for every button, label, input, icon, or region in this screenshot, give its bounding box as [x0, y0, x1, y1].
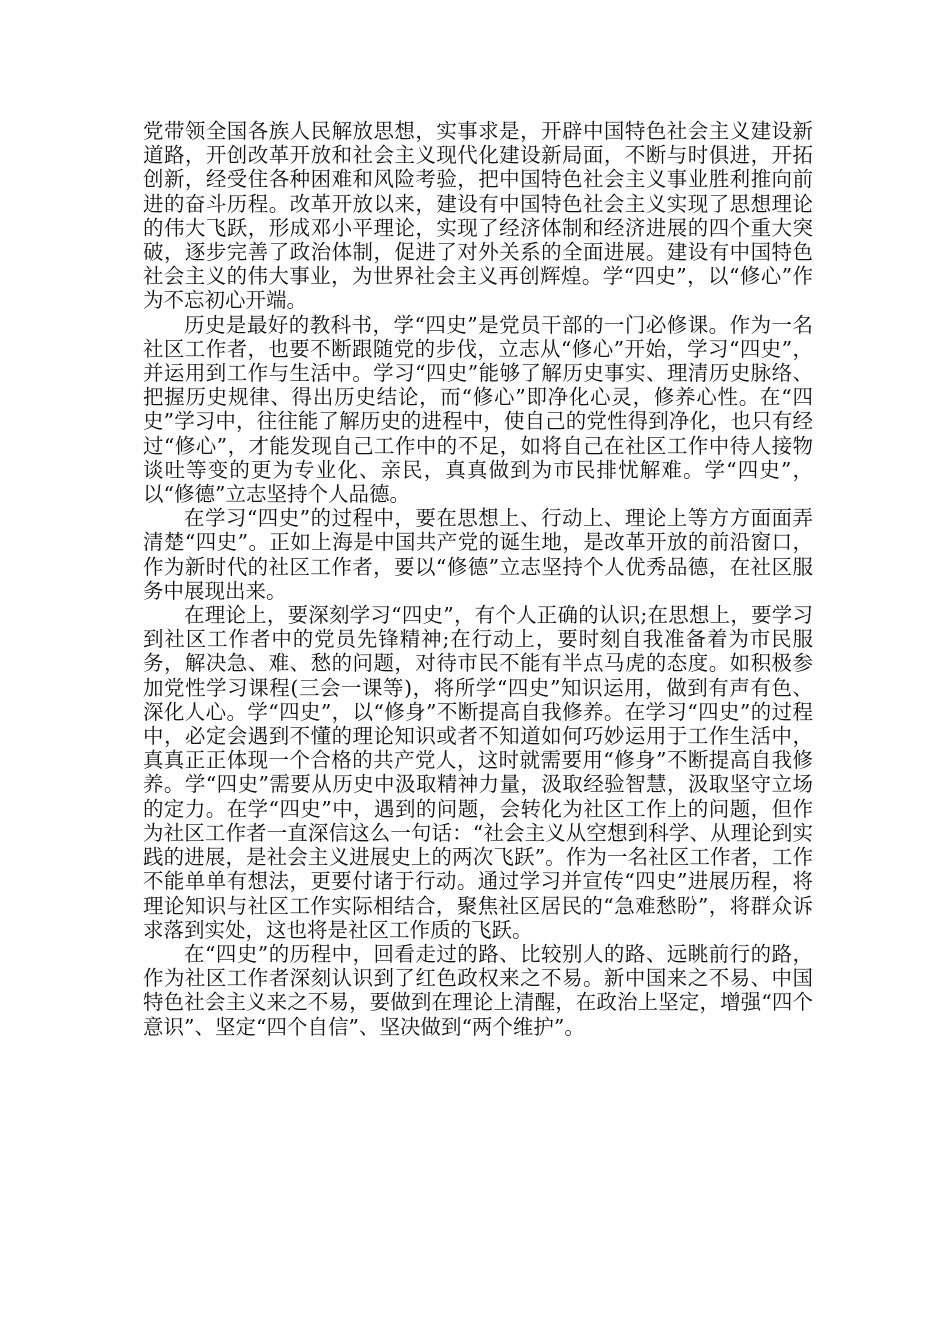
- paragraph-1: 党带领全国各族人民解放思想，实事求是，开辟中国特色社会主义建设新道路，开创改革开放和社会主义现代化建设新局面，不断与时俱进，开拓创新，经受住各种困难和风险考验，把中国特色社会主义事业胜利推向前进的奋斗历程。改革开放以来，建设有中国特色社会主义实现了思想理论的伟大飞跃，形成邓小平理论，实现了经济体制和经济进展的四个重大突破，逐步完善了政治体制，促进了对外关系的全面进展。建设有中国特色社会主义的伟大事业，为世界社会主义再创辉煌。学“四史”，以“修心”作为不忘初心开端。: [143, 119, 813, 313]
- paragraph-5: 在“四史”的历程中，回看走过的路、比较别人的路、远眺前行的路，作为社区工作者深刻认识到了红色政权来之不易。新中国来之不易、中国特色社会主义来之不易，要做到在理论上清醒，在政治上坚定，增强“四个意识”、坚定“四个自信”、坚决做到“两个维护”。: [143, 941, 813, 1039]
- paragraph-4: 在理论上，要深刻学习“四史”，有个人正确的认识;在思想上，要学习到社区工作者中的党员先锋精神;在行动上，要时刻自我准备着为市民服务，解决急、难、愁的问题，对待市民不能有半点马虎的态度。如积极参加党性学习课程(三会一课等)，将所学“四史”知识运用，做到有声有色、深化人心。学“四史”，以“修身”不断提高自我修养。在学习“四史”的过程中，必定会遇到不懂的理论知识或者不知道如何巧妙运用于工作生活中，真真正正体现一个合格的共产党人，这时就需要用“修身”不断提高自我修养。学“四史”需要从历史中汲取精神力量，汲取经验智慧，汲取坚守立场的定力。在学“四史”中，遇到的问题，会转化为社区工作上的问题，但作为社区工作者一直深信这么一句话：“社会主义从空想到科学、从理论到实践的进展，是社会主义进展史上的两次飞跃”。作为一名社区工作者，工作不能单单有想法，更要付诸于行动。通过学习并宣传“四史”进展历程，将理论知识与社区工作实际相结合，聚焦社区居民的“急难愁盼”，将群众诉求落到实处，这也将是社区工作质的飞跃。: [143, 603, 813, 942]
- paragraph-3: 在学习“四史”的过程中，要在思想上、行动上、理论上等方方面面弄清楚“四史”。正如上海是中国共产党的诞生地，是改革开放的前沿窗口，作为新时代的社区工作者，要以“修德”立志坚持个人优秀品德，在社区服务中展现出来。: [143, 506, 813, 603]
- document-body: [143, 119, 813, 1039]
- paragraph-2: 历史是最好的教科书，学“四史”是党员干部的一门必修课。作为一名社区工作者，也要不断跟随党的步伐，立志从“修心”开始，学习“四史”，并运用到工作与生活中。学习“四史”能够了解历史事实、理清历史脉络、把握历史规律、得出历史结论，而“修心”即净化心灵，修养心性。在“四史”学习中，往往能了解历史的进程中，使自己的党性得到净化，也只有经过“修心”，才能发现自己工作中的不足，如将自己在社区工作中待人接物谈吐等变的更为专业化、亲民，真真做到为市民排忧解难。学“四史”，以“修德”立志坚持个人品德。: [143, 312, 813, 507]
